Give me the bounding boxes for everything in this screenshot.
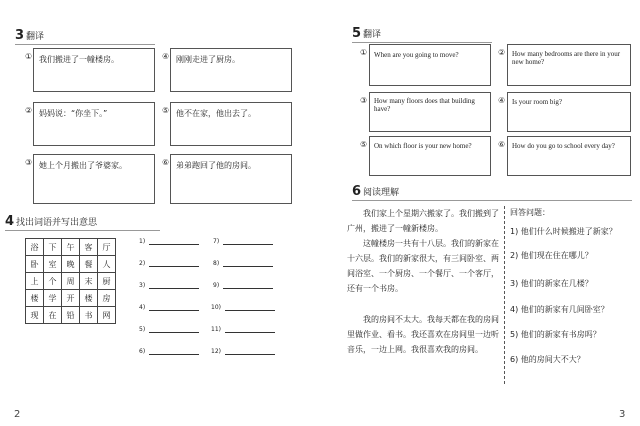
grid-cell[interactable]: 书 (80, 307, 98, 324)
translation-box[interactable] (170, 48, 292, 92)
question-item: 4) 他们的新家有几间卧室？ (510, 305, 609, 314)
grid-cell[interactable]: 卧 (26, 256, 44, 273)
translation-text: When are you going to move? (374, 51, 459, 59)
answer-line[interactable] (139, 326, 199, 333)
grid-cell[interactable]: 末 (80, 273, 98, 290)
grid-cell[interactable]: 房 (98, 290, 116, 307)
answer-number: 2) (139, 260, 146, 267)
item-marker: ① (360, 48, 368, 57)
grid-cell[interactable]: 上 (26, 273, 44, 290)
translation-text: 我们搬进了一幢楼房。 (39, 55, 119, 64)
question-item: 1) 他们什么时候搬进了新家？ (510, 227, 617, 236)
item-marker: ② (498, 48, 506, 57)
grid-cell[interactable]: 客 (80, 239, 98, 256)
answer-number: 10) (211, 304, 221, 311)
grid-cell[interactable]: 餐 (80, 256, 98, 273)
translation-box[interactable] (369, 92, 491, 132)
section-5-header (352, 26, 492, 41)
answer-number: 1) (139, 238, 146, 245)
answer-number: 8) (213, 260, 220, 267)
question-item: 2) 他们现在住在哪儿？ (510, 251, 593, 260)
section-title: 阅读理解 (363, 188, 400, 198)
item-marker: ⑥ (498, 140, 506, 149)
answer-line[interactable] (213, 238, 273, 245)
translation-box[interactable] (170, 102, 292, 146)
grid-cell[interactable]: 午 (62, 239, 80, 256)
section-title: 找出词语并写出意思 (16, 218, 98, 228)
item-marker: ⑥ (162, 158, 170, 167)
item-marker: ⑤ (360, 140, 368, 149)
answer-line[interactable] (139, 238, 199, 245)
grid-cell[interactable]: 室 (44, 256, 62, 273)
translation-box[interactable] (33, 102, 155, 146)
answer-number: 12) (211, 348, 221, 355)
answer-line[interactable] (211, 348, 275, 355)
section-title: 翻译 (363, 30, 382, 40)
item-marker: ③ (25, 158, 33, 167)
grid-cell[interactable]: 个 (44, 273, 62, 290)
grid-cell[interactable]: 厨 (98, 273, 116, 290)
reading-paragraph: 我们家上个星期六搬家了。我们搬到了广州，搬进了一幢新楼房。 (347, 209, 499, 233)
answer-line[interactable] (139, 304, 199, 311)
answer-number: 6) (139, 348, 146, 355)
translation-box[interactable] (33, 48, 155, 92)
translation-box[interactable] (369, 136, 491, 176)
grid-cell[interactable]: 学 (44, 290, 62, 307)
item-marker: ⑤ (162, 106, 170, 115)
answer-line[interactable] (211, 326, 275, 333)
section-6-header (352, 184, 632, 199)
answer-number: 9) (213, 282, 220, 289)
question-item: 3) 他们的新家在几楼？ (510, 279, 593, 288)
section-4-header (5, 214, 160, 229)
item-marker: ④ (162, 52, 170, 61)
answer-line[interactable] (139, 260, 199, 267)
section-number: 4 (5, 214, 15, 229)
answer-number: 5) (139, 326, 146, 333)
question-item: 5) 他们的新家有书房吗？ (510, 330, 601, 339)
reading-paragraph: 这幢楼房一共有十八层。我们的新家在十六层。我们的新家很大，有三间卧室、两间浴室、一个厨房、一个餐厅、一个客厅，还有一个书房。 (347, 239, 499, 293)
grid-cell[interactable]: 下 (44, 239, 62, 256)
answer-number: 4) (139, 304, 146, 311)
grid-cell[interactable]: 开 (62, 290, 80, 307)
answer-line[interactable] (211, 304, 275, 311)
divider (504, 206, 505, 384)
right-page (320, 0, 640, 426)
section-title: 翻译 (26, 32, 45, 42)
item-marker: ① (25, 52, 33, 61)
translation-text: On which floor is your new home? (374, 142, 472, 150)
reading-paragraph: 我的房间不太大。我每天都在我的房间里做作业、看书。我还喜欢在房间里一边听音乐，一边上网。我很喜欢我的房间。 (347, 315, 499, 354)
answer-line[interactable] (213, 260, 273, 267)
grid-cell[interactable]: 在 (44, 307, 62, 324)
translation-text: How many floors does that building have? (374, 97, 475, 113)
translation-text: 刚刚走进了厨房。 (176, 55, 240, 64)
word-search-grid (25, 238, 116, 324)
questions-title: 回答问题： (510, 208, 550, 217)
item-marker: ③ (360, 96, 368, 105)
section-3-header (15, 28, 155, 43)
grid-cell[interactable]: 楼 (26, 290, 44, 307)
grid-cell[interactable]: 周 (62, 273, 80, 290)
translation-box[interactable] (507, 136, 631, 176)
item-marker: ② (25, 106, 33, 115)
answer-number: 11) (211, 326, 221, 333)
grid-cell[interactable]: 浴 (26, 239, 44, 256)
translation-text: 她上个月搬出了爷婆家。 (39, 161, 127, 170)
grid-cell[interactable]: 网 (98, 307, 116, 324)
translation-box[interactable] (170, 154, 292, 204)
page-number: 2 (14, 409, 21, 420)
translation-text: How do you go to school every day? (512, 142, 615, 150)
item-marker: ④ (498, 96, 506, 105)
section-number: 6 (352, 184, 362, 199)
answer-number: 3) (139, 282, 146, 289)
grid-cell[interactable]: 人 (98, 256, 116, 273)
section-number: 5 (352, 26, 362, 41)
translation-box[interactable] (507, 92, 631, 132)
grid-cell[interactable]: 晚 (62, 256, 80, 273)
translation-text: 妈妈说：“你坐下。” (39, 109, 108, 118)
grid-cell[interactable]: 铅 (62, 307, 80, 324)
translation-text: 他不在家，他出去了。 (176, 109, 256, 118)
page-number: 3 (619, 409, 626, 420)
grid-cell[interactable]: 现 (26, 307, 44, 324)
question-item: 6) 他的房间大不大？ (510, 355, 585, 364)
translation-box[interactable] (507, 44, 631, 86)
translation-text: How many bedrooms are there in your new home? (512, 50, 621, 66)
translation-box[interactable] (33, 154, 155, 204)
answer-line[interactable] (213, 282, 273, 289)
section-number: 3 (15, 28, 25, 43)
translation-text: Is your room big? (512, 98, 562, 106)
grid-cell[interactable]: 厅 (98, 239, 116, 256)
grid-cell[interactable]: 楼 (80, 290, 98, 307)
answer-line[interactable] (139, 348, 199, 355)
translation-box[interactable] (369, 44, 491, 86)
translation-text: 弟弟跑回了他的房间。 (176, 161, 256, 170)
answer-line[interactable] (139, 282, 199, 289)
answer-number: 7) (213, 238, 220, 245)
